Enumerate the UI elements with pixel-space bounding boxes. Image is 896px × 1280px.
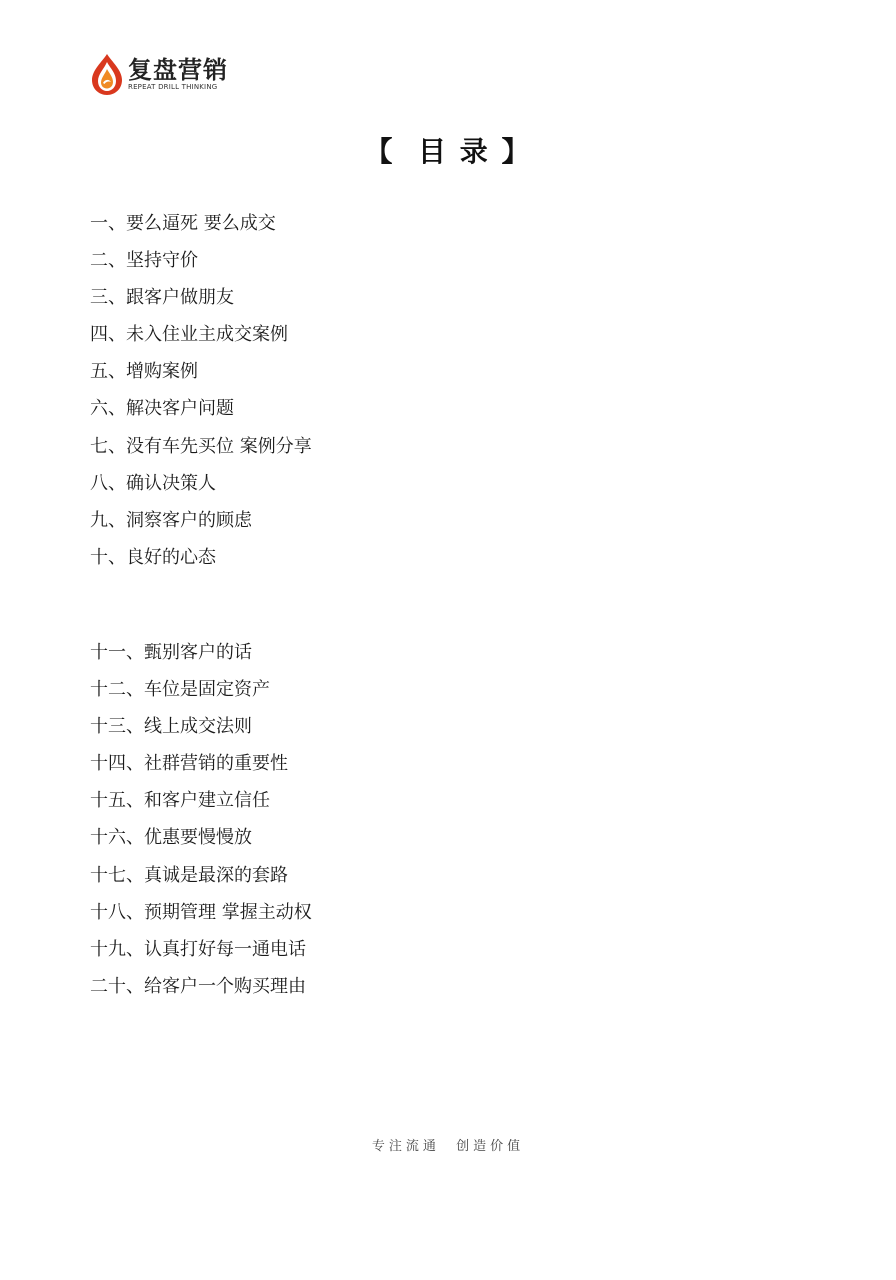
toc-item: 十九、认真打好每一通电话: [90, 938, 306, 960]
toc-item: 十一、甄别客户的话: [90, 641, 252, 663]
brand-logo: [90, 52, 228, 96]
toc-item: 七、没有车先买位 案例分享: [90, 435, 312, 457]
toc-item: 十三、线上成交法则: [90, 716, 252, 738]
flame-logo-icon: [90, 52, 124, 96]
toc-group-2: [90, 634, 312, 1005]
toc-item: 十、良好的心态: [90, 546, 216, 568]
toc-item: 十二、车位是固定资产: [90, 679, 270, 701]
toc-item: 十七、真诚是最深的套路: [90, 864, 288, 886]
toc-item: 五、增购案例: [90, 361, 198, 383]
logo-tagline: REPEAT DRILL THINKING: [128, 82, 218, 91]
toc-item: 十五、和客户建立信任: [90, 790, 270, 812]
toc-item: 一、要么逼死 要么成交: [90, 213, 276, 234]
toc-item: 八、确认决策人: [90, 472, 216, 494]
toc-item: 三、跟客户做朋友: [90, 287, 234, 309]
page-title: 【 目 录 】: [364, 135, 532, 168]
toc-group-1: [90, 205, 312, 576]
table-of-contents: [90, 205, 312, 1005]
toc-item: 二、坚持守价: [90, 250, 198, 272]
logo-name: 复盘营销: [128, 55, 228, 84]
toc-item: 四、未入住业主成交案例: [90, 324, 288, 346]
toc-item: 二十、给客户一个购买理由: [90, 975, 306, 997]
toc-item: 九、洞察客户的顾虑: [90, 509, 252, 531]
footer-slogan: 专注流通 创造价值: [371, 1139, 525, 1154]
toc-item: 十四、社群营销的重要性: [90, 753, 288, 775]
toc-item: 十六、优惠要慢慢放: [90, 827, 252, 849]
toc-item: 十八、预期管理 掌握主动权: [90, 901, 312, 923]
toc-item: 六、解决客户问题: [90, 398, 234, 420]
